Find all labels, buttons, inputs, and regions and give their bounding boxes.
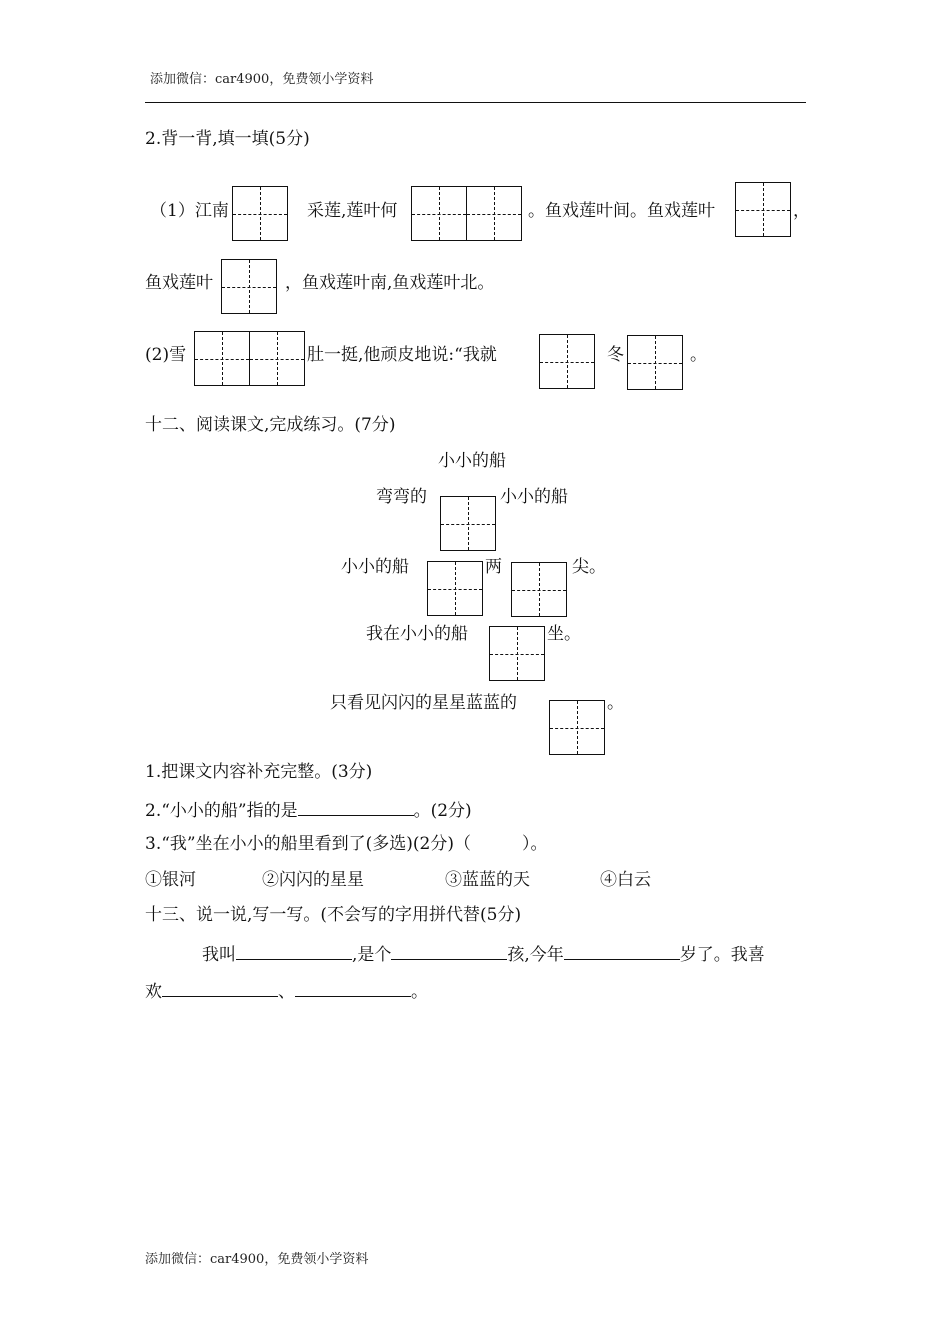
poem-line4-a: 只看见闪闪的星星蓝蓝的 xyxy=(330,693,517,713)
writing-box[interactable] xyxy=(511,562,567,617)
poem-line1-a: 弯弯的 xyxy=(376,487,427,507)
header-text: 添加微信：car4900，免费领小学资料 xyxy=(150,72,374,87)
writing-box[interactable] xyxy=(627,335,683,390)
hobby-blank-1[interactable] xyxy=(162,978,278,997)
writing-cell[interactable] xyxy=(411,186,467,241)
writing-cell[interactable] xyxy=(250,331,305,386)
writing-box[interactable] xyxy=(539,334,595,389)
option-2[interactable]: ②闪闪的星星 xyxy=(262,870,364,890)
writing-cell[interactable] xyxy=(194,331,250,386)
option-1[interactable]: ①银河 xyxy=(145,870,196,890)
name-blank[interactable] xyxy=(236,941,352,960)
section13-title: 十三、说一说,写一写。(不会写的字用拼代替(5分) xyxy=(145,905,522,925)
s12-question3: 3.“我”坐在小小的船里看到了(多选)(2分)（ ）。 xyxy=(145,834,548,854)
option-4[interactable]: ④白云 xyxy=(600,870,651,890)
s12-question2-score: 。(2分) xyxy=(413,801,472,821)
s12-question2 xyxy=(145,797,472,822)
s13-line1-d: 岁了。我喜 xyxy=(679,945,765,965)
s13-line2-a: 欢 xyxy=(145,982,162,1002)
s12-question2-text: 2.“小小的船”指的是 xyxy=(145,801,298,821)
q2-line2-text-a: 鱼戏莲叶 xyxy=(145,273,213,293)
s13-line1-c: 孩,今年 xyxy=(507,945,564,965)
q2-title: 2.背一背,填一填(5分) xyxy=(145,129,310,149)
q2-line3-text-b: 肚一挺,他顽皮地说:“我就 xyxy=(307,345,497,365)
gender-blank[interactable] xyxy=(391,941,507,960)
writing-box[interactable] xyxy=(735,182,791,237)
writing-box-double[interactable] xyxy=(411,186,522,241)
q2-line1-text-a: （1）江南 xyxy=(150,201,229,221)
writing-box[interactable] xyxy=(440,496,496,551)
writing-box-double[interactable] xyxy=(194,331,305,386)
option-3[interactable]: ③蓝蓝的天 xyxy=(445,870,530,890)
answer-blank[interactable] xyxy=(298,797,414,816)
poem-line3-b: 坐。 xyxy=(547,624,581,644)
q2-line1-text-d: ， xyxy=(793,201,810,221)
s13-line1-a: 我叫 xyxy=(202,945,236,965)
writing-box[interactable] xyxy=(549,700,605,755)
q2-line1-text-c: 。鱼戏莲叶间。鱼戏莲叶 xyxy=(528,201,715,221)
poem-line2-c: 尖。 xyxy=(572,557,606,577)
poem-line2-b: 两 xyxy=(485,557,502,577)
q2-line3-text-c: 冬 xyxy=(607,345,624,365)
writing-box[interactable] xyxy=(427,561,483,616)
header-divider xyxy=(145,102,806,103)
q2-line1-text-b: 采莲,莲叶何 xyxy=(307,201,398,221)
footer-text: 添加微信：car4900，免费领小学资料 xyxy=(145,1252,369,1267)
s12-question1: 1.把课文内容补充完整。(3分) xyxy=(145,762,373,782)
hobby-blank-2[interactable] xyxy=(295,978,411,997)
q2-line2-text-b: ，鱼戏莲叶南,鱼戏莲叶北。 xyxy=(285,273,495,293)
s13-line2 xyxy=(145,978,428,1003)
s13-line2-b: 、 xyxy=(278,982,295,1002)
q2-line3-text-a: (2)雪 xyxy=(145,345,187,365)
writing-cell[interactable] xyxy=(467,186,522,241)
s13-line2-c: 。 xyxy=(411,982,428,1002)
poem-line3-a: 我在小小的船 xyxy=(366,624,468,644)
writing-box[interactable] xyxy=(489,626,545,681)
poem-line2-a: 小小的船 xyxy=(341,557,409,577)
writing-box[interactable] xyxy=(221,259,277,314)
q2-line3-text-d: 。 xyxy=(690,345,707,365)
age-blank[interactable] xyxy=(564,941,680,960)
section12-title: 十二、阅读课文,完成练习。(7分) xyxy=(145,415,396,435)
s13-line1-b: ,是个 xyxy=(352,945,392,965)
poem-line4-b: 。 xyxy=(607,693,624,713)
poem-line1-b: 小小的船 xyxy=(500,487,568,507)
writing-box[interactable] xyxy=(232,186,288,241)
s13-line1 xyxy=(202,941,765,966)
poem-title: 小小的船 xyxy=(438,451,506,471)
